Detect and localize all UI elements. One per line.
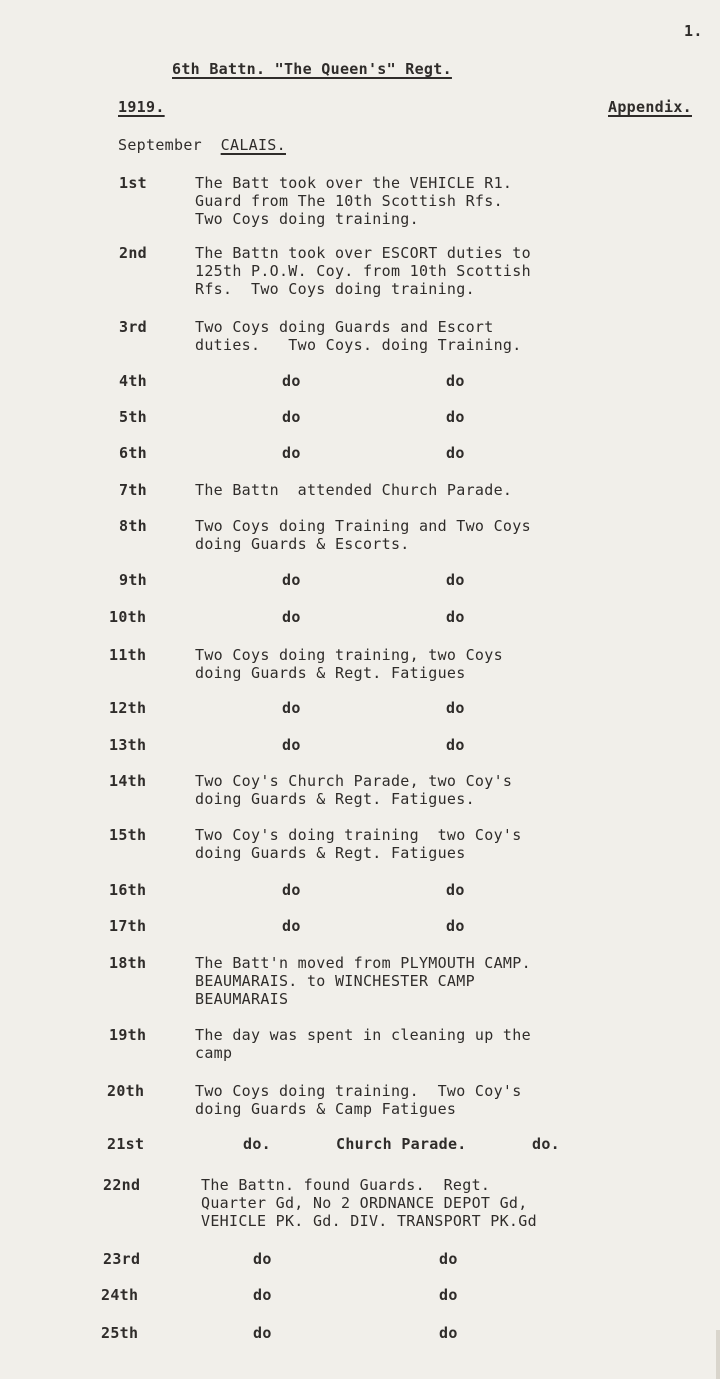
ditto-mark: do [282,444,301,462]
entry-date: 23rd [103,1250,141,1268]
entry-text: The Battn. found Guards. Regt. Quarter Gd, No 2 ORDNANCE DEPOT Gd, VEHICLE PK. Gd. DIV. TRANSPORT PK.Gd [201,1176,537,1230]
year-heading: 1919. [118,98,165,116]
ditto-mark: do [282,917,301,935]
ditto-mark: do [282,408,301,426]
ditto-mark: do [446,372,465,390]
entry-date: 25th [101,1324,139,1342]
paper-edge [716,1330,720,1379]
entry-text: Two Coy's doing training two Coy's doing Guards & Regt. Fatigues [195,826,522,862]
ditto-mark: do [253,1286,272,1304]
entry-date: 14th [109,772,147,790]
page-number: 1. [684,22,703,40]
entry-date: 8th [119,517,147,535]
entry-date: 4th [119,372,147,390]
entry-date: 10th [109,608,147,626]
ditto-mark: do [446,917,465,935]
entry-date: 7th [119,481,147,499]
entry-text: The Battn attended Church Parade. [195,481,513,499]
ditto-mark: do [253,1250,272,1268]
month-place-line [118,136,286,154]
entry-date: 11th [109,646,147,664]
entry-text: The Batt'n moved from PLYMOUTH CAMP. BEAUMARAIS. to WINCHESTER CAMP BEAUMARAIS [195,954,531,1008]
ditto-mark: do [446,444,465,462]
ditto-mark: do [446,571,465,589]
appendix-heading: Appendix. [608,98,692,116]
entry-date: 1st [119,174,147,192]
entry-text: Church Parade. [336,1135,467,1153]
entry-date: 17th [109,917,147,935]
ditto-mark: do [439,1286,458,1304]
ditto-mark: do [446,699,465,717]
entry-date: 6th [119,444,147,462]
ditto-mark: do [446,408,465,426]
ditto-mark: do [446,608,465,626]
month-label: September [118,136,202,154]
ditto-mark: do [253,1324,272,1342]
entry-date: 20th [107,1082,145,1100]
entry-text: Two Coys doing training. Two Coy's doing Guards & Camp Fatigues [195,1082,522,1118]
entry-date: 24th [101,1286,139,1304]
ditto-mark: do [282,372,301,390]
entry-date: 21st [107,1135,145,1153]
place-label: CALAIS. [220,136,286,154]
ditto-mark: do [439,1324,458,1342]
ditto-mark: do [446,881,465,899]
entry-text: Two Coys doing Training and Two Coys doing Guards & Escorts. [195,517,531,553]
entry-date: 5th [119,408,147,426]
entry-text: The day was spent in cleaning up the camp [195,1026,531,1062]
ditto-mark: do [282,699,301,717]
entry-date: 15th [109,826,147,844]
entry-text: The Batt took over the VEHICLE R1. Guard from The 10th Scottish Rfs. Two Coys doing training. [195,174,513,228]
entry-text: Two Coys doing Guards and Escort duties. Two Coys. doing Training. [195,318,522,354]
entry-date: 18th [109,954,147,972]
ditto-mark: do [282,881,301,899]
ditto-mark: do [282,608,301,626]
ditto-mark: do. [243,1135,271,1153]
entry-text: The Battn took over ESCORT duties to 125th P.O.W. Coy. from 10th Scottish Rfs. Two Coys doing training. [195,244,531,298]
ditto-mark: do [446,736,465,754]
entry-date: 13th [109,736,147,754]
ditto-mark: do [439,1250,458,1268]
ditto-mark: do. [532,1135,560,1153]
entry-date: 22nd [103,1176,141,1194]
entry-date: 16th [109,881,147,899]
entry-date: 2nd [119,244,147,262]
entry-date: 3rd [119,318,147,336]
entry-date: 19th [109,1026,147,1044]
entry-date: 12th [109,699,147,717]
entry-date: 9th [119,571,147,589]
ditto-mark: do [282,736,301,754]
entry-text: Two Coy's Church Parade, two Coy's doing Guards & Regt. Fatigues. [195,772,513,808]
document-title: 6th Battn. "The Queen's" Regt. [172,60,452,78]
entry-text: Two Coys doing training, two Coys doing Guards & Regt. Fatigues [195,646,503,682]
ditto-mark: do [282,571,301,589]
